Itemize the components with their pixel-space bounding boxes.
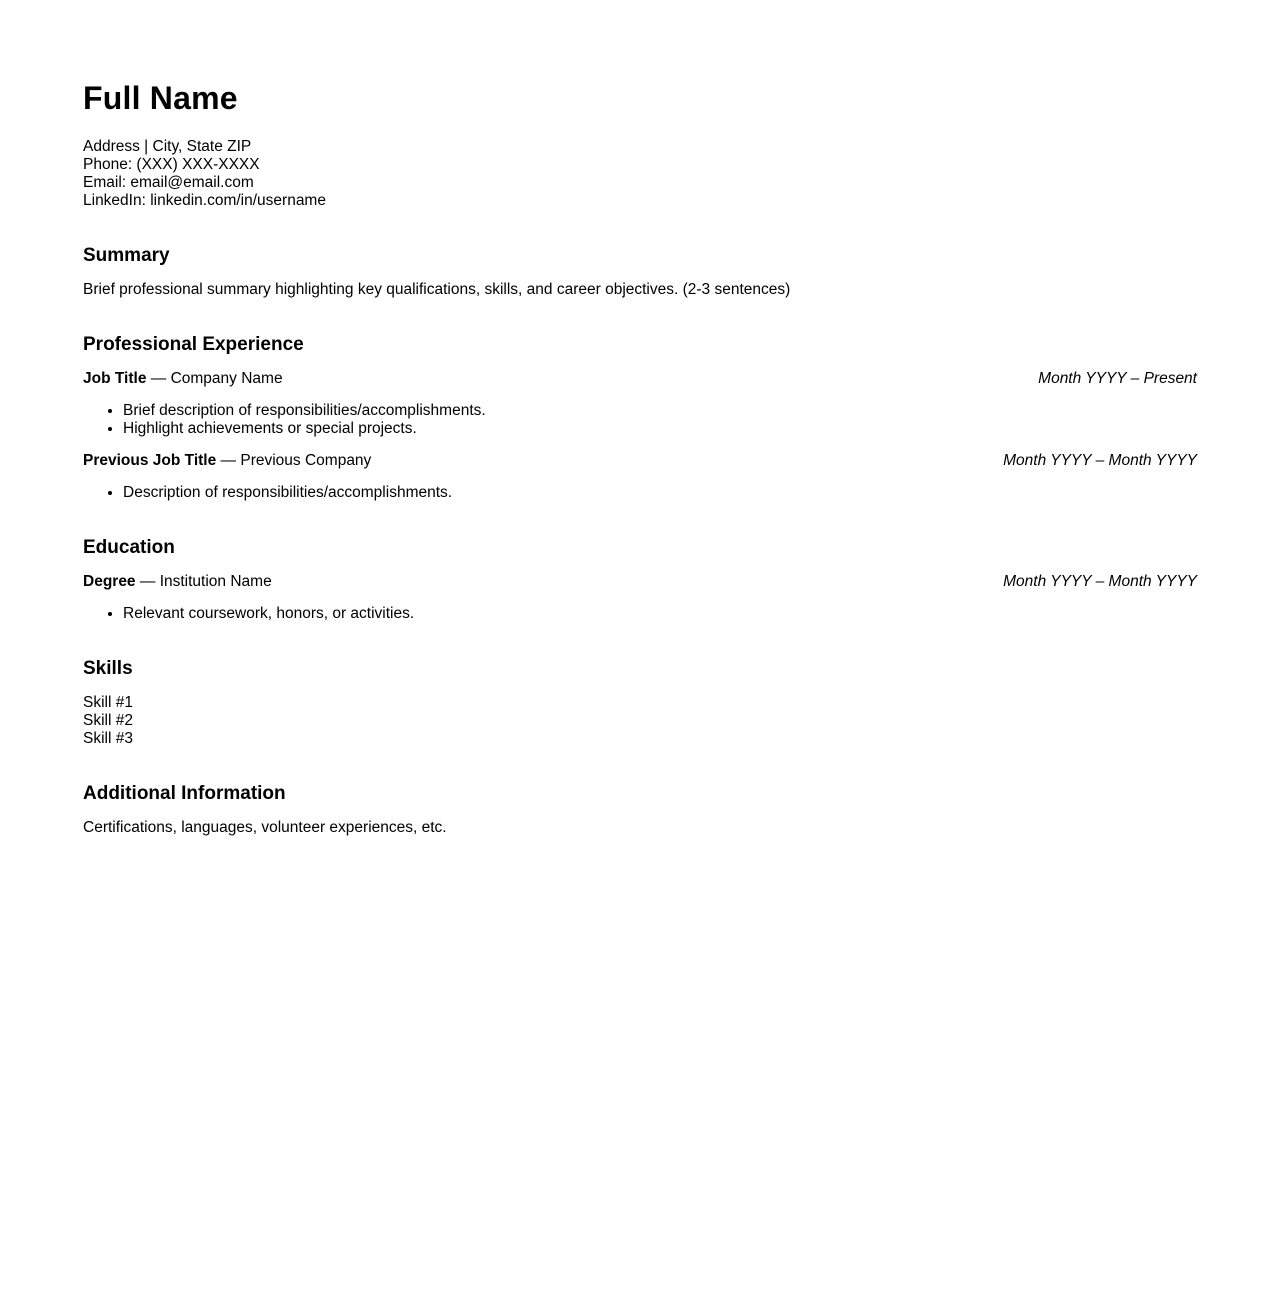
job-title-line	[83, 370, 283, 388]
contact-phone-line: Phone: (XXX) XXX-XXXX	[83, 156, 260, 173]
full-name-heading: Full Name	[83, 80, 238, 116]
job-title: Previous Job Title	[83, 452, 217, 469]
additional-info-text: Certifications, languages, volunteer experiences, etc.	[83, 819, 447, 836]
experience-heading: Professional Experience	[83, 334, 304, 355]
job-entry-row	[83, 370, 1197, 388]
job-separator: —	[220, 452, 237, 469]
additional-info-heading: Additional Information	[83, 783, 286, 804]
job-company: Company Name	[170, 370, 283, 387]
education-entry-row	[83, 573, 1197, 591]
education-heading: Education	[83, 537, 175, 558]
job-bullet: • Description of responsibilities/accomplishments.	[123, 484, 1197, 502]
skills-heading: Skills	[83, 658, 133, 679]
job-bullet: • Brief description of responsibilities/accomplishments.	[123, 402, 1197, 420]
job-entry-row	[83, 452, 1197, 470]
job-bullet: • Highlight achievements or special projects.	[123, 420, 1197, 438]
contact-linkedin-line: LinkedIn: linkedin.com/in/username	[83, 192, 326, 209]
job-separator: —	[150, 370, 167, 387]
skill-item: Skill #3	[83, 730, 133, 747]
contact-address-line: Address | City, State ZIP	[83, 138, 252, 155]
education-bullet-list	[83, 605, 1197, 623]
summary-heading: Summary	[83, 245, 170, 266]
institution: Institution Name	[159, 573, 272, 590]
degree-separator: —	[139, 573, 156, 590]
degree-line	[83, 573, 272, 591]
job-bullet-list	[83, 484, 1197, 502]
summary-text: Brief professional summary highlighting key qualifications, skills, and career objectives. (2-3 sentences)	[83, 281, 791, 298]
education-bullet: • Relevant coursework, honors, or activities.	[123, 605, 1197, 623]
skills-list	[83, 694, 1197, 748]
skill-item: Skill #2	[83, 712, 133, 729]
job-bullet-list	[83, 402, 1197, 438]
job-company: Previous Company	[240, 452, 372, 469]
contact-email-line: Email: email@email.com	[83, 174, 254, 191]
job-title: Job Title	[83, 370, 147, 387]
job-title-line	[83, 452, 371, 470]
job-dates: Month YYYY – Present	[1038, 370, 1197, 387]
job-dates: Month YYYY – Month YYYY	[1003, 452, 1197, 469]
contact-block	[83, 138, 1197, 210]
skill-item: Skill #1	[83, 694, 133, 711]
degree: Degree	[83, 573, 136, 590]
education-dates: Month YYYY – Month YYYY	[1003, 573, 1197, 590]
